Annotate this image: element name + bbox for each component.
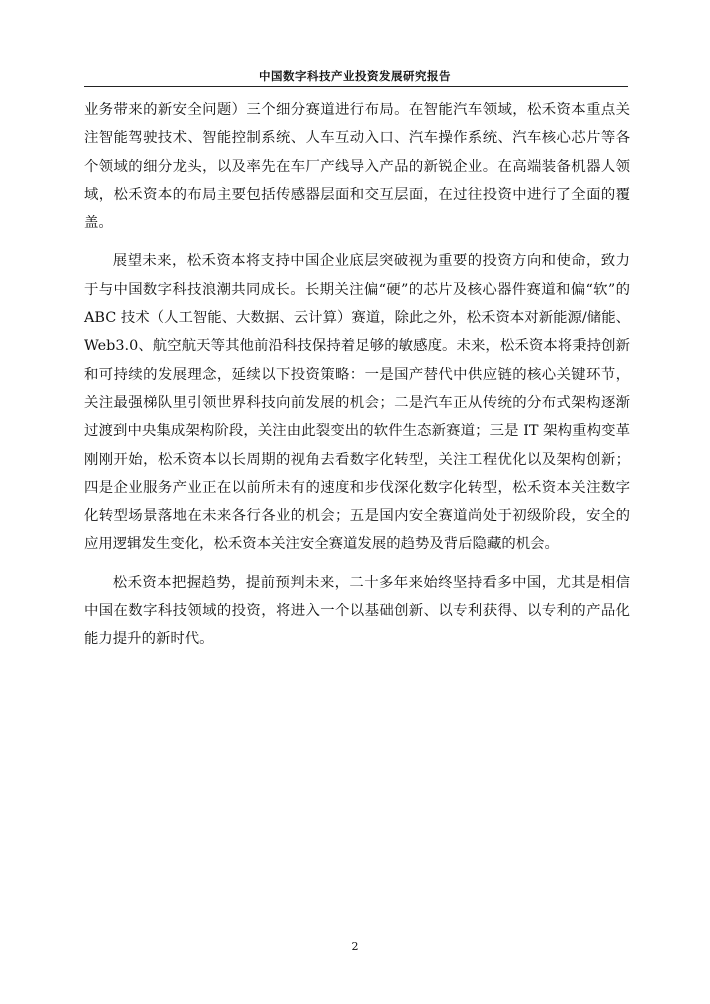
- paragraph-continuation: 业务带来的新安全问题）三个细分赛道进行布局。在智能汽车领域，松禾资本重点关注智能驾驶技术、智能控制系统、人车互动入口、汽车操作系统、汽车核心芯片等各个领域的细分龙头，以及率先在车厂产线导入产品的新锐企业。在高端装备机器人领域，松禾资本的布局主要包括传感器层面和交互层面，在过往投资中进行了全面的覆盖。: [84, 102, 630, 232]
- paragraph-outlook: 展望未来，松禾资本将支持中国企业底层突破视为重要的投资方向和使命，致力于与中国数字科技浪潮共同成长。长期关注偏“硬”的芯片及核心器件赛道和偏“软”的 ABC 技术（人工智能、大数据、云计算）赛道，除此之外，松禾资本对新能源/储能、Web3.0、航空航天等其他前沿科技保持着足够的敏感度。未来，松禾资本将秉持创新和可持续的发展理念，延续以下投资策略：一是国产替代中供应链的核心关键环节，关注最强梯队里引领世界科技向前发展的机会；二是汽车正从传统的分布式架构逐渐过渡到中央集成架构阶段，关注由此裂变出的软件生态新赛道；三是 IT 架构重构变革刚刚开始，松禾资本以长周期的视角去看数字化转型，关注工程优化以及架构创新；四是企业服务产业正在以前所未有的速度和步伐深化数字化转型，松禾资本关注数字化转型场景落地在未来各行各业的机会；五是国内安全赛道尚处于初级阶段，安全的应用逻辑发生变化，松禾资本关注安全赛道发展的趋势及背后隐藏的机会。: [84, 253, 630, 553]
- page-number: 2: [351, 940, 359, 953]
- body-text: [84, 96, 630, 654]
- running-header-title: 中国数字科技产业投资发展研究报告: [259, 69, 451, 83]
- header-divider: [84, 86, 628, 87]
- paragraph-conclusion: 松禾资本把握趋势，提前预判未来，二十多年来始终坚持看多中国，尤其是相信中国在数字科技领域的投资，将进入一个以基础创新、以专利获得、以专利的产品化能力提升的新时代。: [84, 574, 630, 648]
